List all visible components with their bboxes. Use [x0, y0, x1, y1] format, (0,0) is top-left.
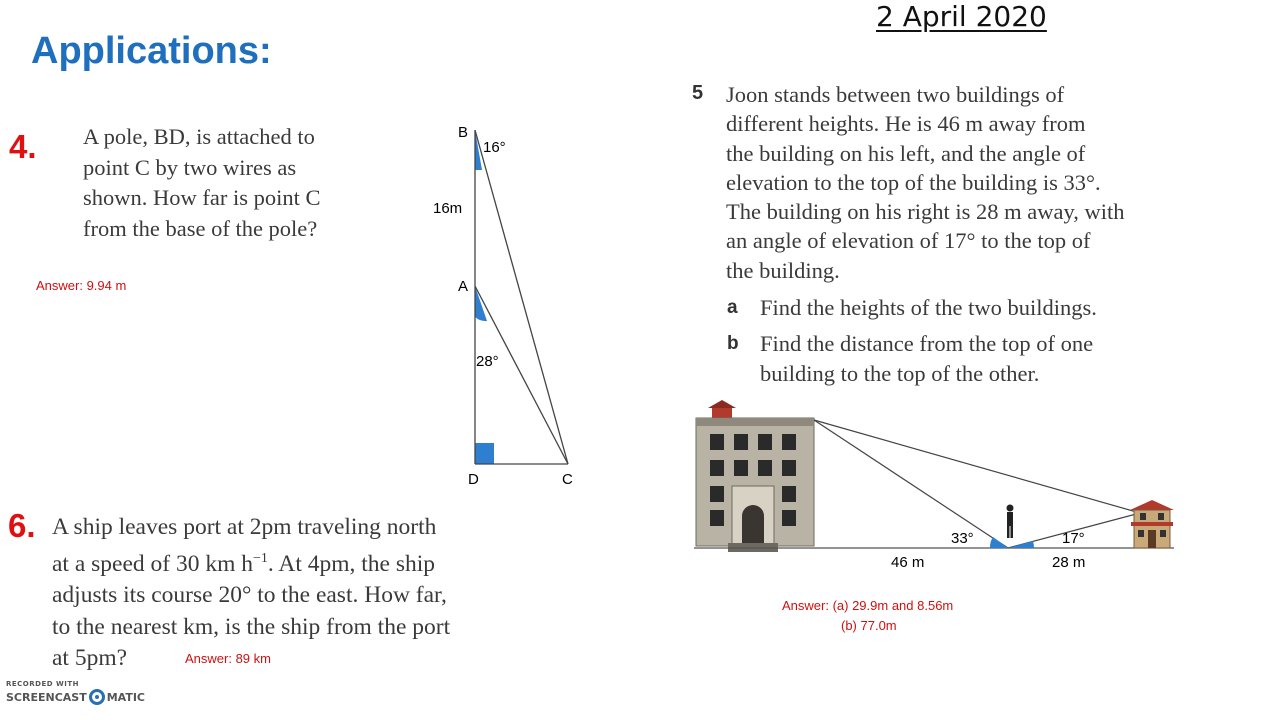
q5-line: the building on his left, and the angle of [726, 140, 1086, 166]
angle-28-marker [475, 286, 487, 321]
watermark-left: SCREENCAST [6, 690, 87, 704]
label-angle-33: 33° [951, 530, 974, 547]
person-icon [1007, 505, 1014, 539]
label-c: C [562, 471, 573, 488]
question-5-number: 5 [692, 82, 704, 104]
angle-17-marker [1008, 541, 1034, 548]
label-28m: 28 m [1052, 554, 1086, 571]
question-5-answer-b: (b) 77.0m [841, 618, 897, 633]
q6-line2-start: at a speed of 30 km h [52, 551, 254, 578]
question-4-answer: Answer: 9.94 m [36, 278, 127, 293]
q5-line: Joon stands between two buildings of [726, 82, 1065, 107]
part-a-label: a [727, 297, 738, 318]
pole-diagram [420, 115, 590, 495]
label-angle-16: 16° [483, 139, 506, 156]
q6-line: at 5pm? [52, 645, 128, 672]
question-6-number: 6. [8, 507, 36, 544]
angle-33-marker [990, 537, 1008, 548]
part-b-text [760, 329, 1093, 389]
label-a: A [458, 278, 469, 295]
question-4-text [83, 122, 413, 244]
buildings-diagram [690, 398, 1180, 578]
sight-line-left [814, 420, 1008, 548]
part-a-text: Find the heights of the two buildings. [760, 295, 1097, 320]
screencast-logo-icon [89, 689, 105, 705]
part-b-line: building to the top of the other. [760, 361, 1040, 386]
watermark-right: MATIC [106, 690, 145, 704]
wire-bc [475, 130, 568, 464]
question-6-answer: Answer: 89 km [185, 651, 271, 666]
q4-line: from the base of the pole? [83, 215, 318, 241]
right-building-icon [1130, 500, 1174, 548]
q5-line: an angle of elevation of 17° to the top of [726, 228, 1091, 254]
label-d: D [468, 471, 479, 488]
q5-line: elevation to the top of the building is 33°. [726, 169, 1101, 195]
label-46m: 46 m [891, 554, 925, 571]
q6-superscript: −1 [253, 551, 268, 567]
wire-ac [475, 286, 568, 464]
part-b-label: b [727, 333, 739, 354]
screencast-watermark [6, 680, 145, 705]
q5-line: the building. [726, 257, 840, 283]
question-4-number: 4. [9, 128, 37, 165]
q6-line: adjusts its course 20° to the east. How far, [52, 582, 447, 609]
top-to-top-line [814, 420, 1140, 513]
page-title: Applications: [31, 30, 272, 72]
q5-line: different heights. He is 46 m away from [726, 111, 1086, 137]
q4-line: point C by two wires as [83, 154, 297, 180]
date-label: 2 April 2020 [876, 0, 1047, 33]
part-b-line: Find the distance from the top of one [760, 331, 1094, 356]
q6-line [52, 543, 572, 580]
label-b: B [458, 124, 469, 141]
question-5-text [726, 80, 1246, 285]
question-5-answer-a: Answer: (a) 29.9m and 8.56m [782, 598, 954, 613]
watermark-top: RECORDED WITH [6, 680, 79, 688]
label-angle-17: 17° [1062, 530, 1085, 547]
q6-line2-end: . At 4pm, the ship [267, 551, 436, 578]
q5-line: The building on his right is 28 m away, with [726, 199, 1125, 225]
left-building-icon [696, 400, 814, 552]
label-angle-28: 28° [476, 353, 499, 370]
question-6-text [52, 512, 572, 674]
q4-line: A pole, BD, is attached to [83, 124, 315, 149]
q4-line: shown. How far is point C [83, 185, 321, 210]
label-16m: 16m [433, 200, 463, 217]
q6-line: to the nearest km, is the ship from the port [52, 613, 451, 640]
q6-line: A ship leaves port at 2pm traveling north [52, 514, 437, 540]
right-angle-marker [475, 443, 494, 464]
